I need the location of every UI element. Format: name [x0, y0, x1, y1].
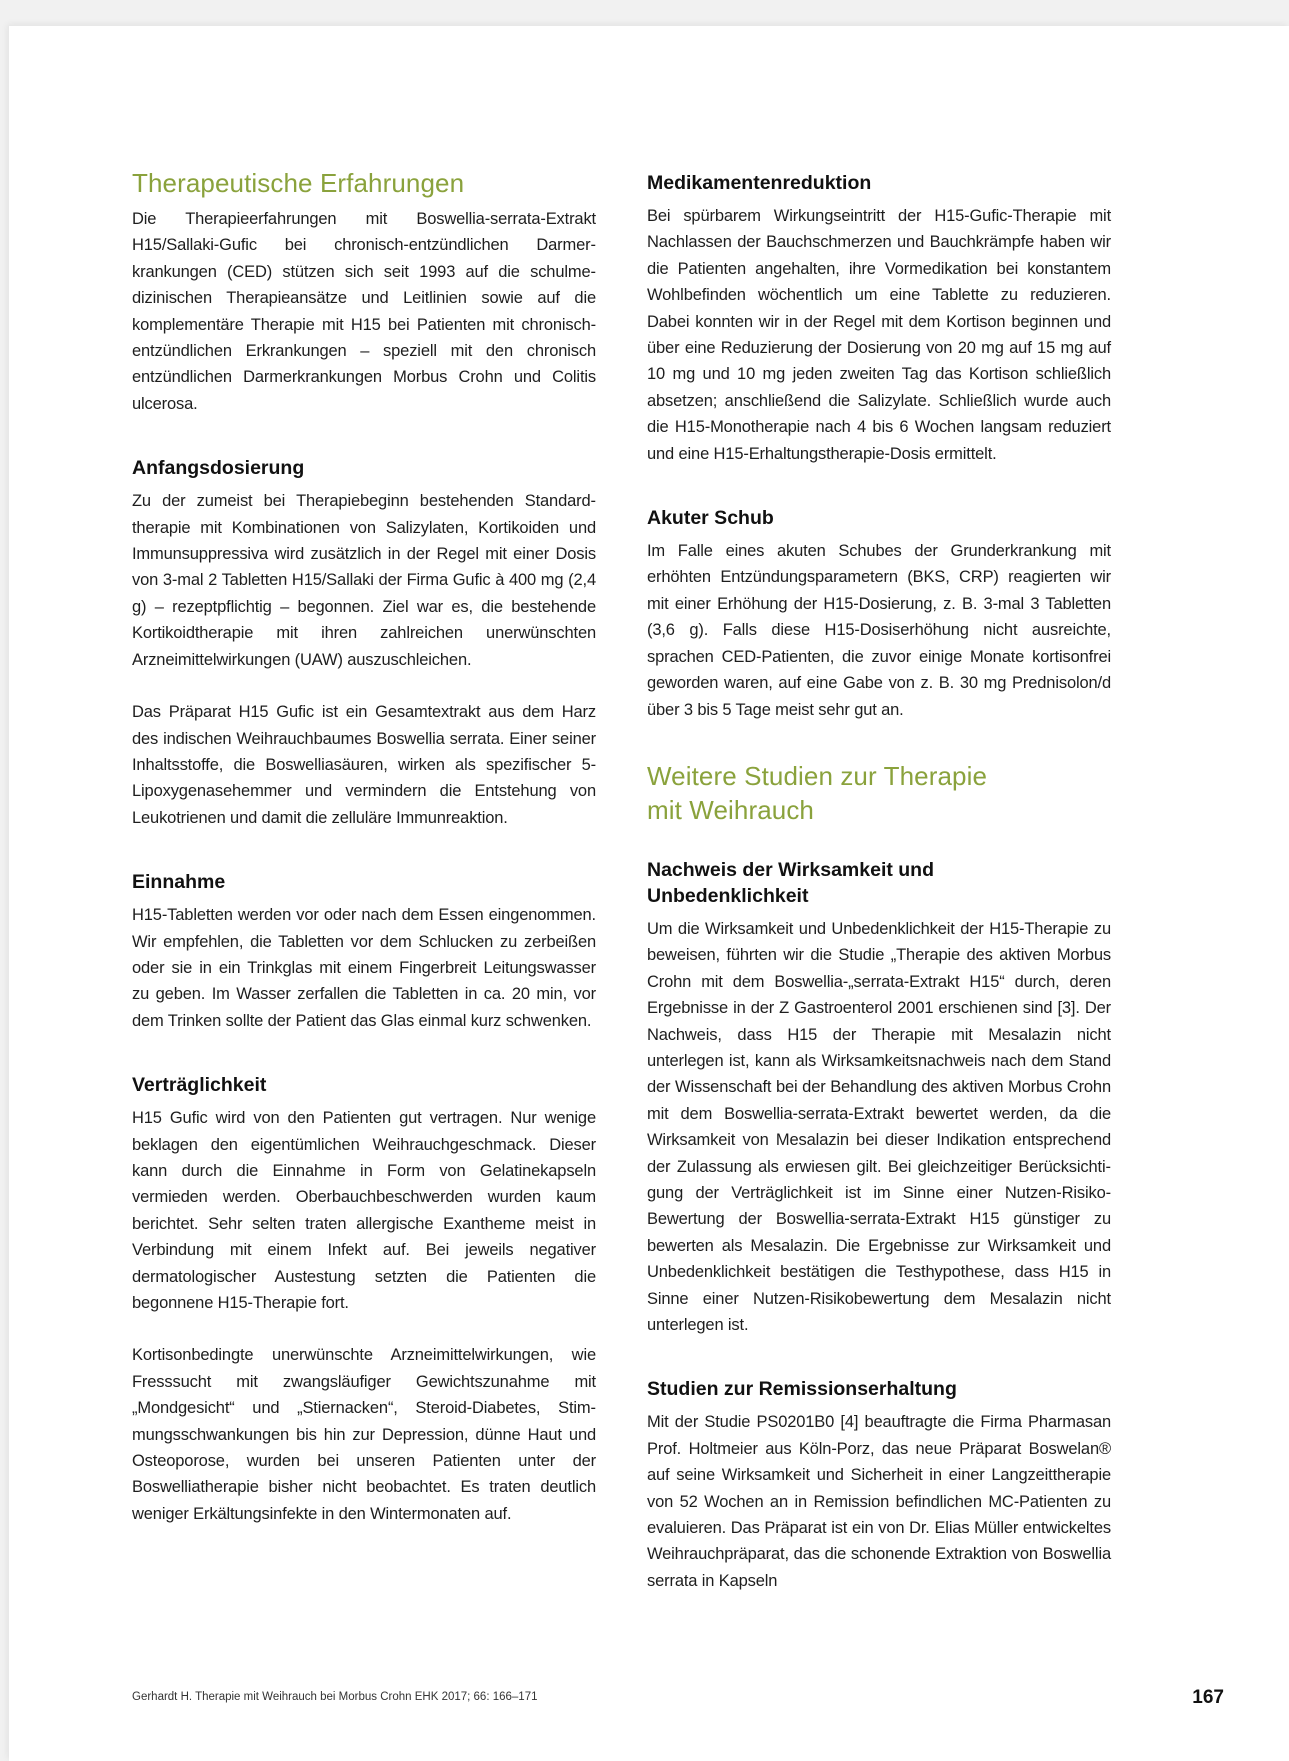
paragraph: H15 Gufic wird von den Patienten gut vertragen. Nur wenige beklagen den eigentümlichen Weihrauchgeschmack. Dieser kann durch die Einnahme in Form von Gelatinekapseln vermieden werden. Oberbauchbeschwerden wurden kaum berichtet. Sehr selten traten allergische Exantheme meist in Verbindung mit einem Infekt auf. Bei jeweils negativer dermatologischer Austestung setzten die Patienten die begonnene H15-Therapie fort.	[132, 1109, 596, 1312]
paragraph: Das Präparat H15 Gufic ist ein Gesamtextrakt aus dem Harz des indischen Weihrauchbaumes Boswellia serrata. Einer seiner Inhaltsstoffe, die Boswelliasäuren, wirken als spezifischer 5-Lipoxygenasehemmer und vermindern die Entstehung von Leukotrienen und damit die zelluläre Immunreaktion.	[132, 703, 596, 827]
section-heading-line: mit Weihrauch	[647, 794, 814, 825]
page-number: 167	[1192, 1687, 1224, 1708]
left-column	[132, 166, 596, 1527]
subheading-vertraeglichkeit: Verträglichkeit	[132, 1074, 267, 1097]
subheading-einnahme: Einnahme	[132, 871, 226, 894]
paragraph: Kortisonbedingte unerwünschte Arzneimittelwirkungen, wie Fresssucht mit zwangsläufiger Gewichtszunahme mit „Mondgesicht“ und „Stiernacken“, Steroid-Diabetes, Stimmungsschwankungen bis hin zur Depression, dünne Haut und Osteoporose, wurden bei unseren Patienten unter der Boswelliatherapie bisher nicht beobachtet. Es traten deutlich weniger Erkältungsinfekte in den Wintermonaten auf.	[132, 1346, 596, 1523]
footer-citation: Gerhardt H. Therapie mit Weihrauch bei Morbus Crohn EHK 2017; 66: 166–171	[132, 1691, 538, 1703]
subheading-anfangsdosierung: Anfangsdosierung	[132, 457, 305, 480]
journal-page	[9, 26, 1289, 1761]
paragraph: Um die Wirksamkeit und Unbedenklichkeit der H15-Therapie zu beweisen, führten wir die Studie „Therapie des aktiven Morbus Crohn mit dem Boswellia-„serrata-Extrakt H15“ durch, deren Ergebnisse in der Z Gastroenterol 2001 erschienen sind [3]. Der Nachweis, dass H15 der Therapie mit Mesalazin nicht unterlegen ist, kann als Wirksamkeitsnachweis nach dem Stand der Wissenschaft bei der Behandlung des aktiven Morbus Crohn mit dem Boswellia-serrata-Extrakt bewertet werden, da die Wirksamkeit von Mesalazin bei dieser Indikation entsprechend der Zulassung als erwiesen gilt. Bei gleichzeitiger Berücksichtigung der Verträglichkeit ist im Sinne einer Nutzen-Risiko-Bewertung der Boswellia-serrata-Extrakt H15 günstiger zu bewerten als Mesalazin. Die Ergebnisse zur Wirksamkeit und Unbedenklichkeit bestätigen die Testhypothese, dass H15 in Sinne einer Nutzen-Risikobewertung dem Mesalazin nicht unterlegen ist.	[647, 919, 1111, 1334]
section-heading-therapeutische-erfahrungen: Therapeutische Erfahrungen	[132, 168, 465, 198]
paragraph: Zu der zumeist bei Therapiebeginn bestehenden Standardtherapie mit Kombinationen von Salizylaten, Kortikoiden und Immunsuppressiva wird zusätzlich in der Regel mit einer Dosis von 3-mal 2 Tabletten H15/Sallaki der Firma Gufic à 400 mg (2,4 g) – rezeptpflichtig – begonnen. Ziel war es, die bestehende Kortikoidtherapie mit ihren zahlreichen unerwünschten Arzneimittelwirkungen (UAW) auszuschleichen.	[132, 492, 596, 669]
right-column	[647, 166, 1111, 1594]
section-heading-weitere-studien	[647, 759, 1111, 827]
paragraph: Im Falle eines akuten Schubes der Grunderkrankung mit erhöhten Entzündungsparametern (BKS, CRP) reagierten wir mit einer Erhöhung der H15-Dosierung, z. B. 3-mal 3 Tabletten (3,6 g). Falls diese H15-Dosiserhöhung nicht ausreichte, sprachen CED-Patienten, die zuvor einige Monate kortisonfrei geworden waren, auf eine Gabe von z. B. 30 mg Prednisolon/d über 3 bis 5 Tage meist sehr gut an.	[647, 542, 1111, 719]
subheading-akuter-schub: Akuter Schub	[647, 507, 774, 530]
paragraph: Mit der Studie PS0201B0 [4] beauftragte die Firma Pharmasan Prof. Holtmeier aus Köln-Porz, das neue Präparat Boswelan® auf seine Wirksamkeit und Sicherheit in einer Langzeittherapie von 52 Wochen an in Remission befindlichen MC-Patienten zu evaluieren. Das Präparat ist ein von Dr. Elias Müller entwickeltes Weihrauchpräparat, das die schonende Extraktion von Boswellia serrata in Kapseln	[647, 1413, 1111, 1590]
paragraph: Bei spürbarem Wirkungseintritt der H15-Gufic-Therapie mit Nachlassen der Bauchschmerzen und Bauchkrämpfe haben wir die Patienten angehalten, ihre Vormedikation bei konstantem Wohlbefinden wöchentlich um eine Tablette zu reduzieren. Dabei konnten wir in der Regel mit dem Kortison beginnen und über eine Reduzierung der Dosierung von 20 mg auf 15 mg auf 10 mg und 10 mg jeden zweiten Tag das Kortison schließlich absetzen; anschließend die Salizylate. Schließlich wurde auch die H15-Monotherapie nach 4 bis 6 Wochen langsam reduziert und eine H15-Erhaltungstherapie-Dosis ermittelt.	[647, 207, 1111, 463]
paragraph: H15-Tabletten werden vor oder nach dem Essen eingenommen. Wir empfehlen, die Tabletten vor dem Schlucken zu zerbeißen oder sie in ein Trinkglas mit einem Fingerbreit Leitungswasser zu geben. Im Wasser zerfallen die Tabletten in ca. 20 min, vor dem Trinken sollte der Patient das Glas einmal kurz schwenken.	[132, 906, 596, 1030]
intro-paragraph: Die Therapieerfahrungen mit Boswellia-serrata-Extrakt H15/Sallaki-Gufic bei chronisch-entzündlichen Darmerkrankungen (CED) stützen sich seit 1993 auf die schulmedizinischen Therapieansätze und Leitlinien sowie auf die komplementäre Therapie mit H15 bei Patienten mit chronisch-entzündlichen Erkrankungen – speziell mit den chronisch entzündlichen Darmerkrankungen Morbus Crohn und Colitis ulcerosa.	[132, 210, 596, 413]
section-heading-line: Weitere Studien zur Therapie	[647, 760, 988, 791]
subheading-remissionserhaltung: Studien zur Remissionserhaltung	[647, 1378, 957, 1401]
subheading-line: Unbedenklichkeit	[647, 884, 809, 907]
subheading-medikamentenreduktion: Medikamentenreduktion	[647, 172, 872, 194]
subheading-line: Nachweis der Wirksamkeit und	[647, 858, 935, 881]
subheading-nachweis-wirksamkeit	[647, 857, 1111, 909]
